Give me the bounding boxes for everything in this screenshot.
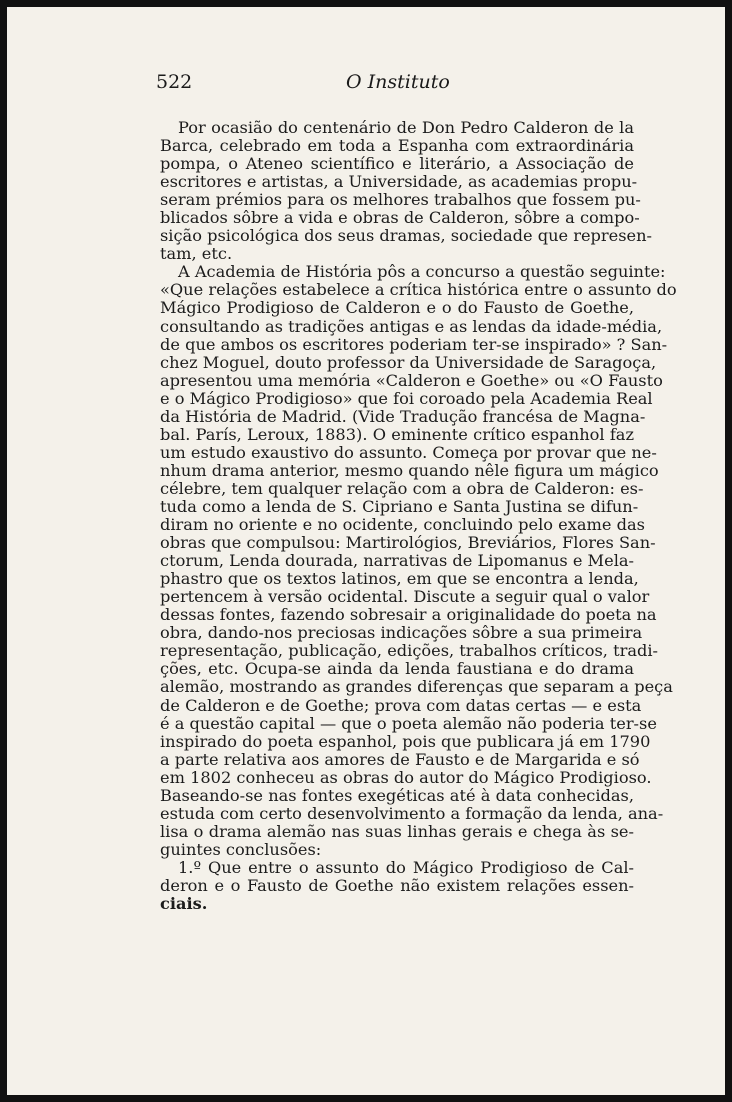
text-line: seram prémios para os melhores trabalhos que fossem pu- (160, 190, 641, 210)
text-line: obra, dando-nos preciosas indicações sôbre a sua primeira (160, 623, 643, 643)
text-line: Barca, celebrado em toda a Espanha com extraordinária (160, 136, 634, 156)
text-line: a parte relativa aos amores de Fausto e de Margarida e só (160, 749, 640, 769)
text-line: ções, etc. Ocupa-se ainda da lenda faustiana e do drama (160, 659, 634, 679)
text-line: apresentou uma memória «Calderon e Goethe» ou «O Fausto (160, 370, 663, 390)
text-line: blicados sôbre a vida e obras de Calderon, sôbre a compo- (160, 208, 640, 228)
text-line: alemão, mostrando as grandes diferenças que separam a peça (160, 677, 673, 697)
text-line: ctorum, Lenda dourada, narrativas de Lipomanus e Mela- (160, 551, 634, 571)
text-line: de que ambos os escritores poderiam ter-se inspirado» ? San- (160, 334, 668, 354)
text-line: de Calderon e de Goethe; prova com datas certas — e esta (160, 695, 642, 715)
text-line: em 1802 conheceu as obras do autor do Mágico Prodigioso. (160, 767, 652, 787)
text-line: chez Moguel, douto professor da Universidade de Saragoça, (160, 352, 657, 372)
text-line: diram no oriente e no ocidente, concluindo pelo exame das (160, 515, 645, 535)
text-line: sição psicológica dos seus dramas, sociedade que represen- (160, 226, 653, 246)
text-line: phastro que os textos latinos, em que se encontra a lenda, (160, 569, 639, 589)
text-line: representação, publicação, edições, trabalhos críticos, tradi- (160, 641, 658, 661)
text-line: escritores e artistas, a Universidade, as academias propu- (160, 172, 638, 192)
text-line: obras que compulsou: Martirológios, Breviários, Flores San- (160, 533, 656, 553)
text-line: célebre, tem qualquer relação com a obra de Calderon: es- (160, 478, 644, 498)
text-line: deron e o Fausto de Goethe não existem relações essen- (160, 875, 634, 895)
text-line: Mágico Prodigioso de Calderon e o do Fausto de Goethe, (160, 298, 634, 318)
text-line: pertencem à versão ocidental. Discute a seguir qual o valor (160, 587, 650, 607)
page-number: 522 (156, 71, 193, 93)
text-line: «Que relações estabelece a crítica histórica entre o assunto do (160, 280, 677, 300)
text-line: e o Mágico Prodigioso» que foi coroado pela Academia Real (160, 388, 653, 408)
text-line: 1.º Que entre o assunto do Mágico Prodigioso de Cal- (178, 857, 634, 877)
text-line: A Academia de História pôs a concurso a questão seguinte: (178, 262, 666, 282)
text-line: bal. París, Leroux, 1883). O eminente crítico espanhol faz (160, 424, 634, 444)
text-line: guintes conclusões: (160, 839, 322, 859)
text-line: é a questão capital — que o poeta alemão não poderia ter-se (160, 713, 657, 733)
text-line: Baseando-se nas fontes exegéticas até à data conhecidas, (160, 785, 634, 805)
text-line: tuda como a lenda de S. Cipriano e Santa Justina se difun- (160, 496, 639, 516)
text-line: Por ocasião do centenário de Don Pedro Calderon de la (178, 118, 634, 137)
text-line: tam, etc. (160, 244, 233, 264)
text-line: pompa, o Ateneo scientífico e literário, a Associação de (160, 154, 634, 174)
text-line: um estudo exaustivo do assunto. Começa por provar que ne- (160, 442, 657, 462)
book-page (7, 7, 725, 1095)
running-title: O Instituto (346, 71, 450, 93)
running-header (156, 71, 626, 101)
text-line: ciais. (160, 894, 208, 914)
text-line: estuda com certo desenvolvimento a formação da lenda, ana- (160, 803, 664, 823)
text-line: inspirado do poeta espanhol, pois que publicara já em 1790 (160, 731, 651, 751)
text-line: da História de Madrid. (Vide Tradução francésa de Magna- (160, 406, 646, 426)
text-line: lisa o drama alemão nas suas linhas gerais e chega às se- (160, 821, 634, 841)
text-line: consultando as tradições antigas e as lendas da idade-média, (160, 316, 663, 336)
text-line: nhum drama anterior, mesmo quando nêle figura um mágico (160, 460, 659, 480)
body-text (160, 118, 677, 914)
text-line: dessas fontes, fazendo sobresair a originalidade do poeta na (160, 605, 657, 625)
